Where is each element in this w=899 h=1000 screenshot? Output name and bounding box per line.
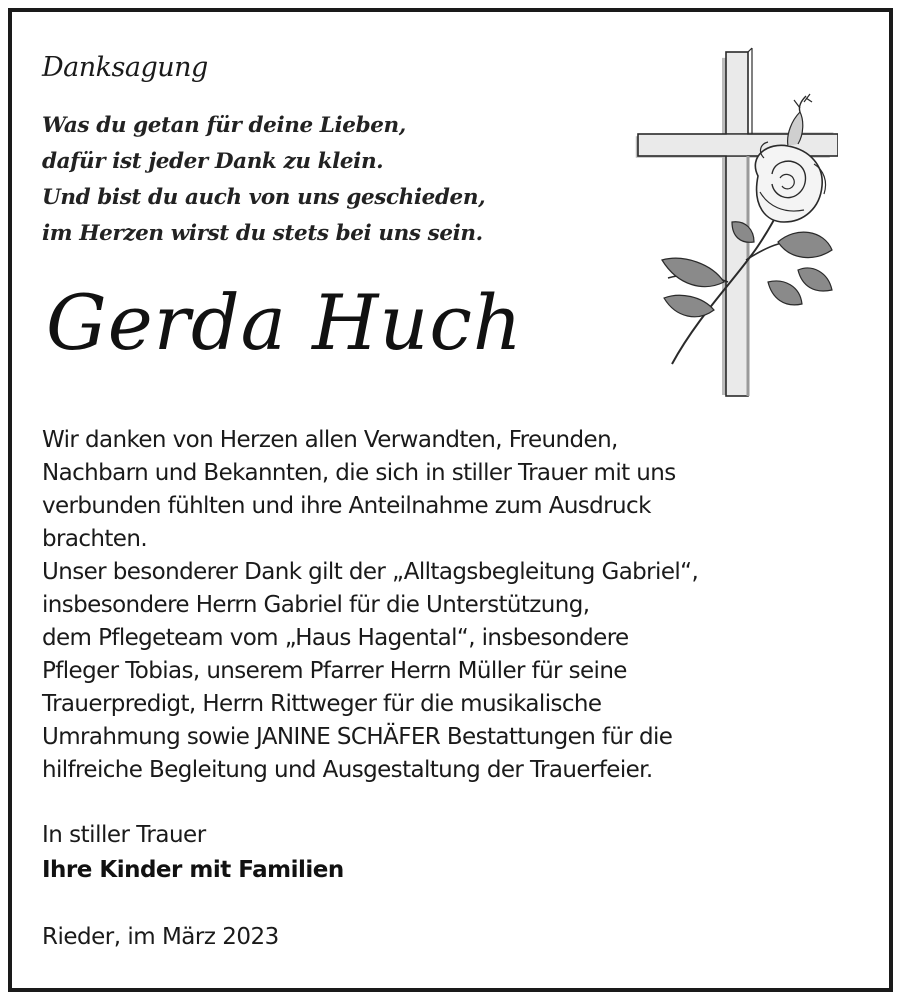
place-date: Rieder, im März 2023 — [42, 924, 279, 950]
text-line: Umrahmung sowie JANINE SCHÄFER Bestattungen für die — [42, 724, 673, 750]
signoff: In stiller Trauer — [42, 822, 206, 848]
heading-danksagung: Danksagung — [42, 52, 208, 83]
poem-line: Und bist du auch von uns geschieden, — [42, 185, 486, 210]
text-line: Pfleger Tobias, unserem Pfarrer Herrn Müller für seine — [42, 658, 627, 684]
text-line: dem Pflegeteam vom „Haus Hagental“, insbesondere — [42, 625, 629, 651]
text-line: Nachbarn und Bekannten, die sich in stiller Trauer mit uns — [42, 460, 676, 486]
text-line: insbesondere Herrn Gabriel für die Unterstützung, — [42, 592, 590, 618]
poem-line: Was du getan für deine Lieben, — [42, 113, 406, 138]
deceased-name: Gerda Huch — [46, 278, 523, 367]
text-line: Wir danken von Herzen allen Verwandten, Freunden, — [42, 427, 618, 453]
text-line: Trauerpredigt, Herrn Rittweger für die musikalische — [42, 691, 602, 717]
family-signature: Ihre Kinder mit Familien — [42, 857, 344, 883]
text-line: verbunden fühlten und ihre Anteilnahme zum Ausdruck — [42, 493, 651, 519]
thanks-text — [42, 424, 698, 787]
poem-line: dafür ist jeder Dank zu klein. — [42, 149, 384, 174]
text-line: hilfreiche Begleitung und Ausgestaltung der Trauerfeier. — [42, 757, 653, 783]
cross-with-rose-icon — [628, 46, 838, 398]
text-line: brachten. — [42, 526, 148, 552]
poem — [42, 108, 485, 252]
poem-line: im Herzen wirst du stets bei uns sein. — [42, 221, 483, 246]
text-line: Unser besonderer Dank gilt der „Alltagsbegleitung Gabriel“, — [42, 559, 699, 585]
